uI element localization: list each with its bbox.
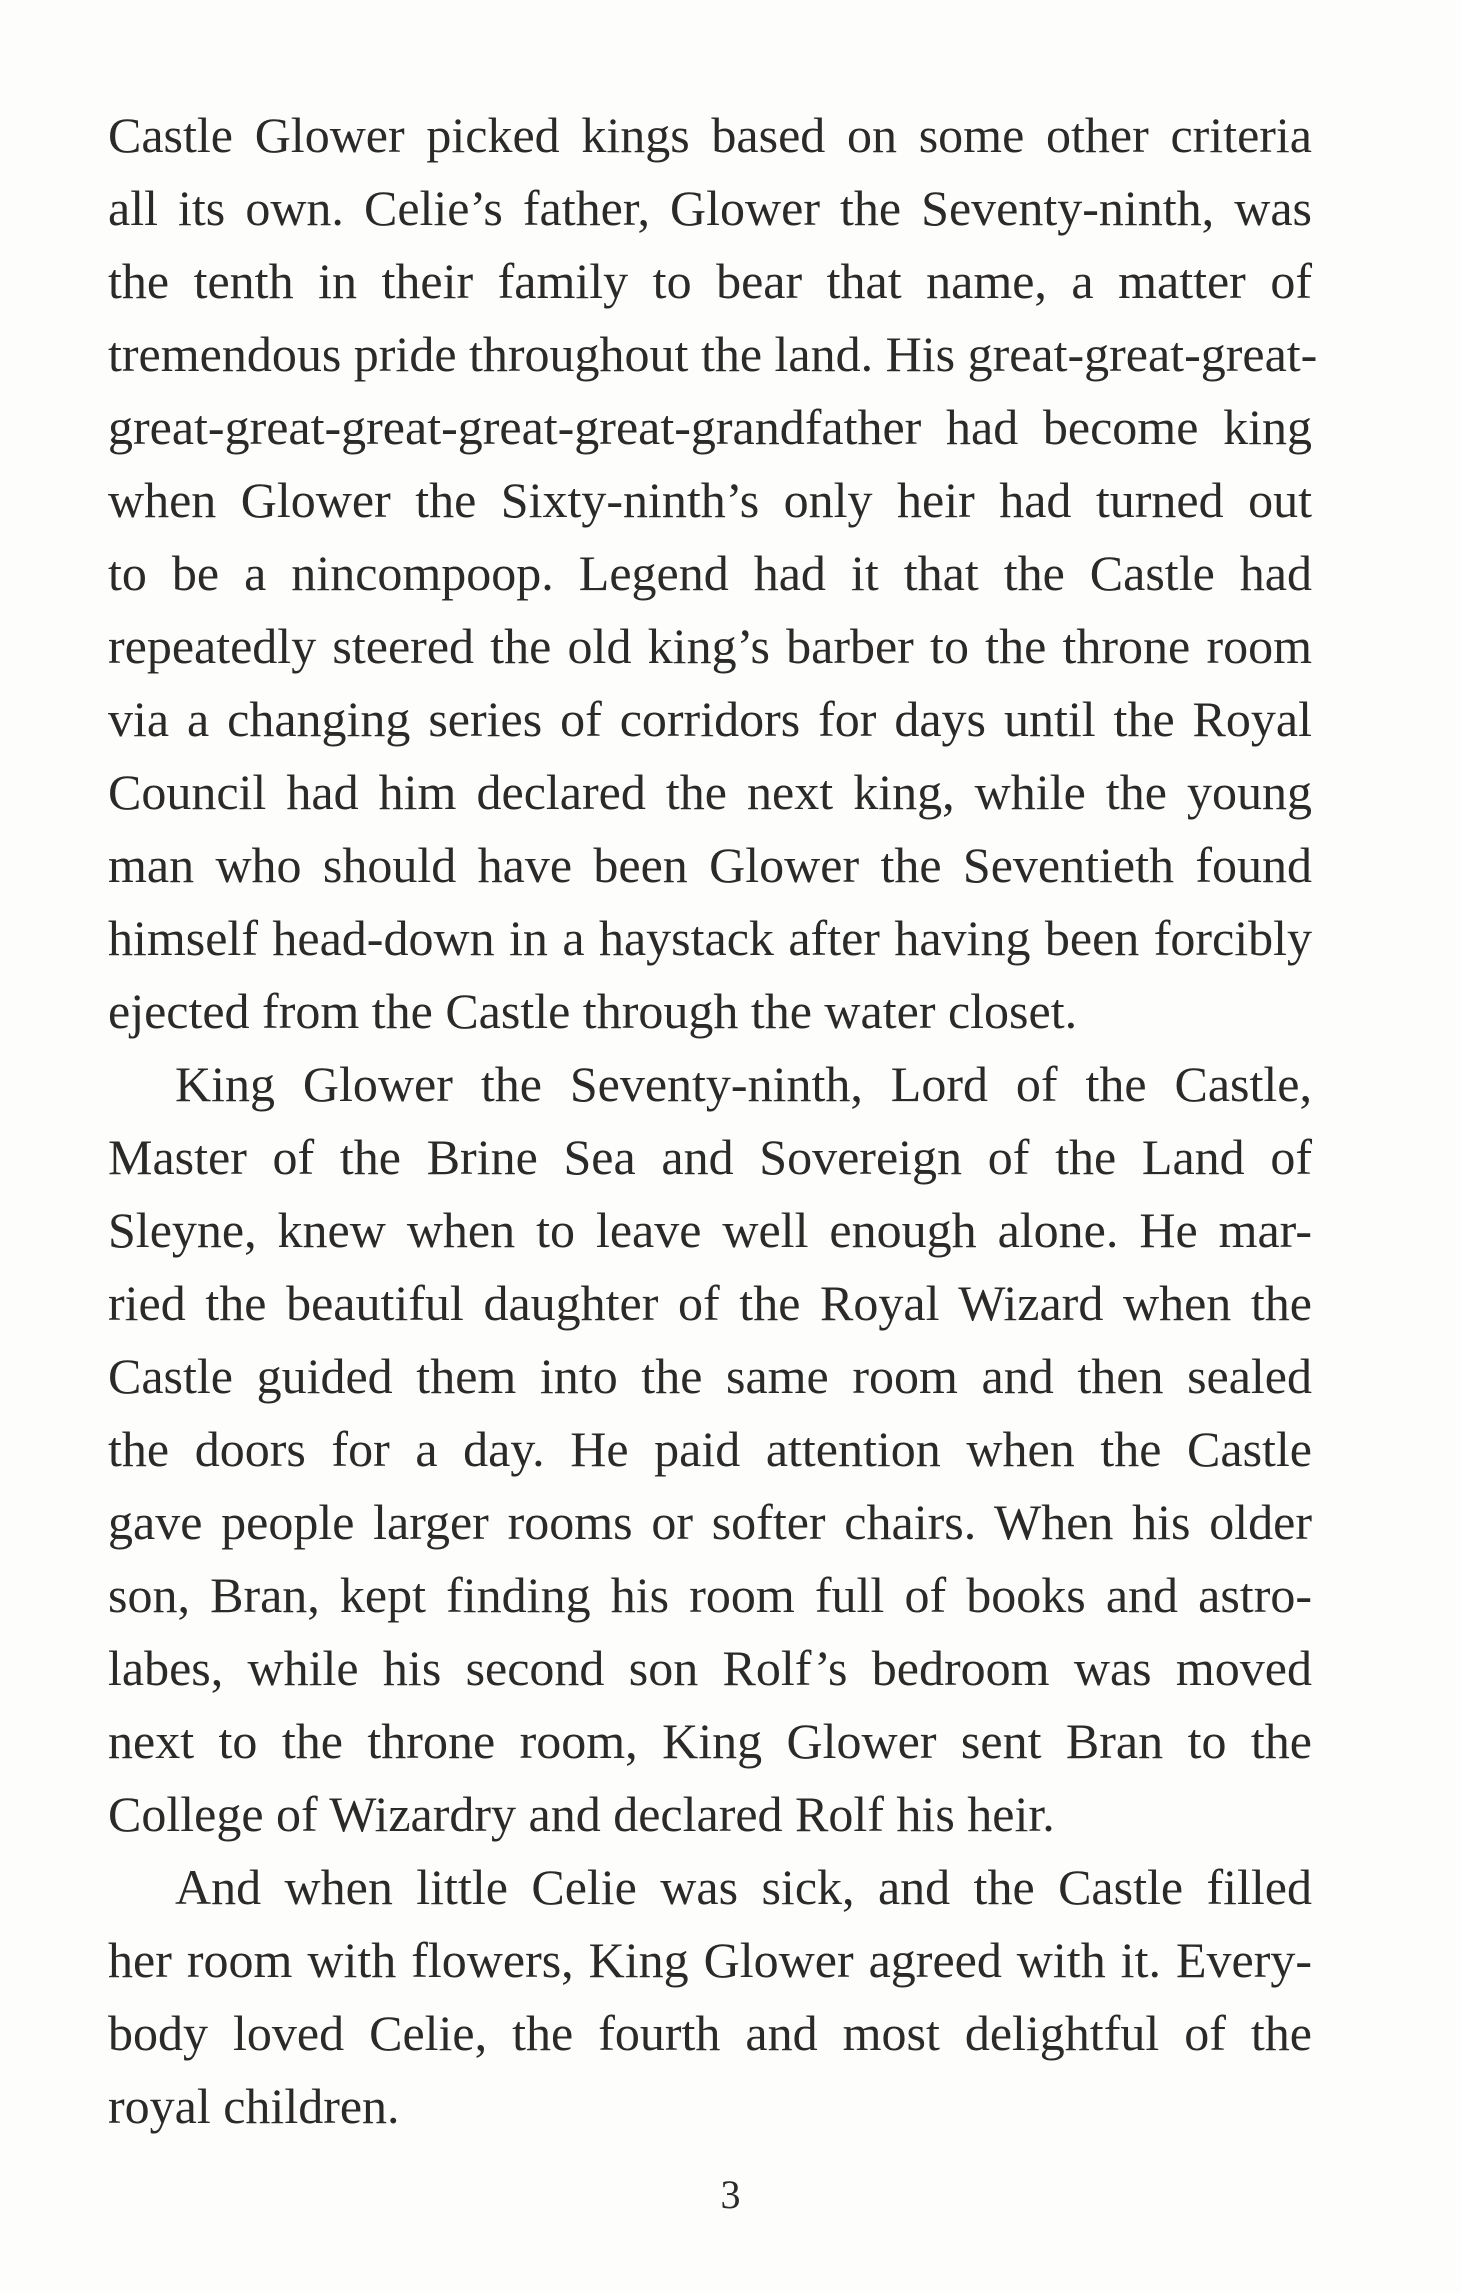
text-line: great-great-great-great-great-grandfather had become king — [108, 399, 1312, 455]
text-line: the tenth in their family to bear that name, a matter of — [108, 253, 1312, 309]
text-line: And when little Celie was sick, and the Castle filled — [175, 1859, 1312, 1915]
text-line: repeatedly steered the old king’s barber to the throne room — [108, 618, 1312, 674]
text-line: her room with flowers, King Glower agreed with it. Every- — [108, 1932, 1312, 1988]
text-line: Council had him declared the next king, while the young — [108, 764, 1312, 820]
text-line: Castle guided them into the same room and then sealed — [108, 1348, 1312, 1404]
text-line: next to the throne room, King Glower sent Bran to the — [108, 1713, 1312, 1769]
text-line: Castle Glower picked kings based on some other criteria — [108, 107, 1312, 163]
text-line: the doors for a day. He paid attention when the Castle — [108, 1421, 1312, 1477]
text-line: son, Bran, kept finding his room full of books and astro- — [108, 1567, 1312, 1623]
page-number: 3 — [720, 2172, 741, 2217]
text-line: man who should have been Glower the Seventieth found — [108, 837, 1312, 893]
text-line: Sleyne, knew when to leave well enough alone. He mar- — [108, 1202, 1312, 1258]
text-line: Master of the Brine Sea and Sovereign of the Land of — [108, 1129, 1312, 1185]
text-line: to be a nincompoop. Legend had it that the Castle had — [108, 545, 1312, 601]
text-line: ried the beautiful daughter of the Royal Wizard when the — [108, 1275, 1312, 1331]
body-text — [108, 99, 1318, 2143]
text-line: when Glower the Sixty-ninth’s only heir had turned out — [108, 472, 1312, 528]
text-line: via a changing series of corridors for days until the Royal — [108, 691, 1312, 747]
text-line: body loved Celie, the fourth and most delightful of the — [108, 2005, 1312, 2061]
text-line: labes, while his second son Rolf’s bedroom was moved — [108, 1640, 1312, 1696]
text-line: gave people larger rooms or softer chairs. When his older — [108, 1494, 1312, 1550]
text-line: himself head-down in a haystack after having been forcibly — [108, 910, 1312, 966]
text-line: royal children. — [108, 2078, 400, 2134]
text-line: King Glower the Seventy-ninth, Lord of the Castle, — [175, 1056, 1312, 1112]
text-line: College of Wizardry and declared Rolf his heir. — [108, 1786, 1055, 1842]
text-line: ejected from the Castle through the water closet. — [108, 983, 1078, 1039]
text-line: tremendous pride throughout the land. His great-great-great- — [108, 326, 1318, 382]
text-line: all its own. Celie’s father, Glower the Seventy-ninth, was — [108, 180, 1312, 236]
